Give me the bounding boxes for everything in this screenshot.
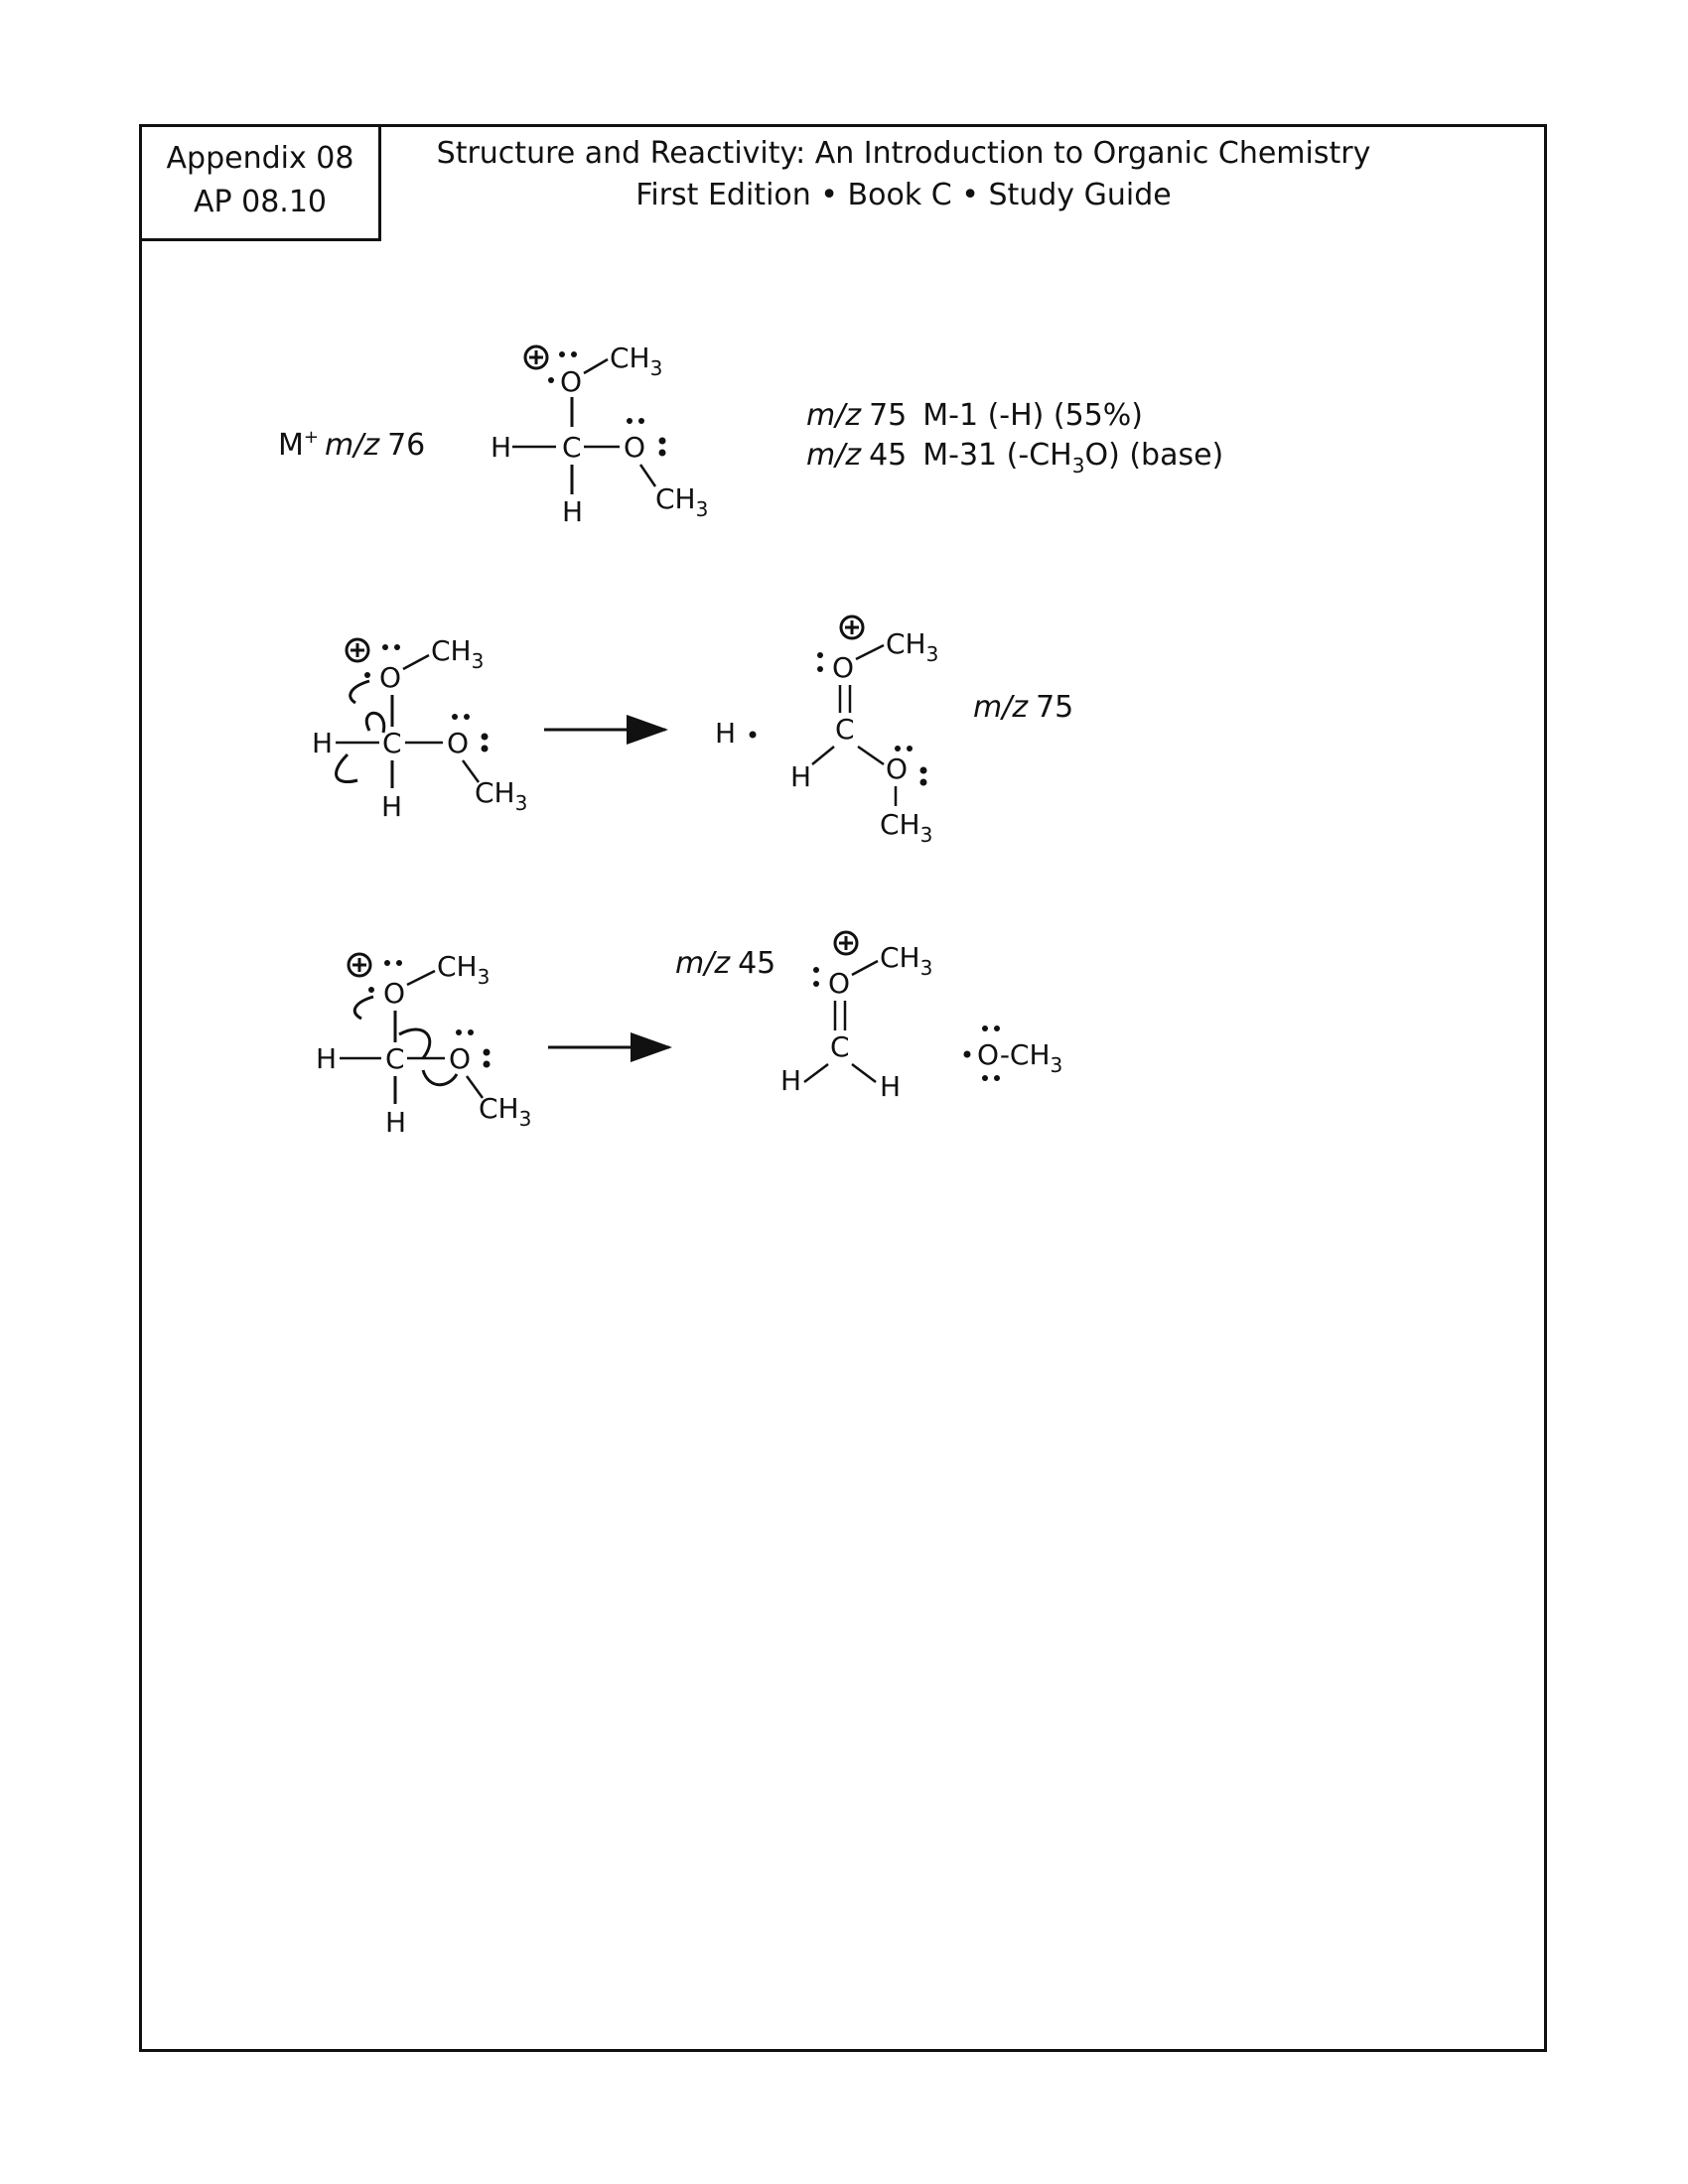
edition-line: First Edition • Book C • Study Guide [635, 178, 1172, 212]
scheme-1-product-label: m/z 75 [973, 690, 1074, 725]
positive-charge-icon [525, 346, 547, 368]
svg-text:CH3: $CH_3$ [479, 1092, 532, 1131]
svg-text:CH3: $CH_3$ [655, 482, 709, 521]
scheme-1-reactant [312, 634, 527, 823]
svg-text:O: O [624, 431, 646, 464]
fragment-line-2: m/z 45 M-31 $(-CH_3O)$ (base) [806, 438, 1224, 478]
methoxy-radical [964, 1025, 1063, 1081]
svg-text:H: H [381, 790, 403, 823]
svg-text:CH3: $CH_3$ [437, 950, 491, 989]
svg-text:C: C [830, 1030, 850, 1063]
svg-text:CH3: $CH_3$ [610, 341, 663, 380]
svg-text:O: O [832, 651, 855, 684]
svg-text:O: O [449, 1042, 472, 1075]
scheme-1 [312, 616, 1073, 847]
svg-text:O-CH3: $O-CH_3$ [977, 1038, 1063, 1077]
svg-text:O: O [383, 977, 406, 1010]
appendix-label: Appendix 08 [166, 141, 354, 176]
positive-charge-icon [841, 616, 863, 638]
svg-text:O: O [379, 661, 402, 694]
svg-text:C: C [382, 727, 402, 759]
scheme-2-product-label: m/z 45 [675, 946, 776, 981]
positive-charge-icon [347, 639, 368, 661]
svg-text:H: H [715, 717, 737, 750]
svg-text:H: H [780, 1064, 802, 1097]
svg-text:O: O [828, 967, 851, 1000]
svg-text:H: H [312, 727, 334, 759]
fragment-line-1: m/z 75 M-1 (-H) (55%) [806, 398, 1144, 433]
svg-text:H: H [880, 1070, 902, 1103]
fishhook-arrow-icon [354, 997, 373, 1019]
svg-text:H: H [790, 760, 812, 793]
positive-charge-icon [349, 954, 370, 976]
fishhook-arrow-icon [351, 681, 369, 703]
scheme-2-reactant [316, 950, 531, 1139]
svg-text:O: O [447, 727, 470, 759]
svg-text:CH3: $CH_3$ [475, 776, 528, 815]
book-title: Structure and Reactivity: An Introduction to Organic Chemistry [436, 136, 1371, 171]
positive-charge-icon [835, 932, 857, 954]
page-code: AP 08.10 [193, 185, 328, 219]
svg-text:O: O [560, 365, 583, 398]
svg-text:CH3: $CH_3$ [431, 634, 485, 673]
svg-text:O: O [886, 752, 909, 785]
svg-text:CH3: $CH_3$ [880, 808, 933, 847]
molecular-ion-structure [491, 341, 708, 528]
svg-text:H: H [316, 1042, 338, 1075]
fishhook-arrow-icon [337, 754, 357, 782]
svg-text:C: C [835, 713, 855, 746]
svg-text:CH3: $CH_3$ [880, 941, 933, 980]
svg-text:CH3: $CH_3$ [886, 627, 939, 666]
svg-text:C: C [385, 1042, 405, 1075]
svg-text:H: H [562, 495, 584, 528]
hydrogen-radical [715, 717, 757, 750]
svg-text:C: C [562, 431, 582, 464]
svg-text:H: H [491, 431, 512, 464]
svg-text:H: H [385, 1106, 407, 1139]
molecular-ion-label: M+ m/z 76 [278, 427, 426, 463]
molecular-ion-section [278, 341, 1223, 528]
scheme-2-product [780, 932, 932, 1103]
scheme-1-product [790, 616, 938, 847]
scheme-2 [316, 932, 1062, 1139]
fragment-list [806, 398, 1223, 478]
